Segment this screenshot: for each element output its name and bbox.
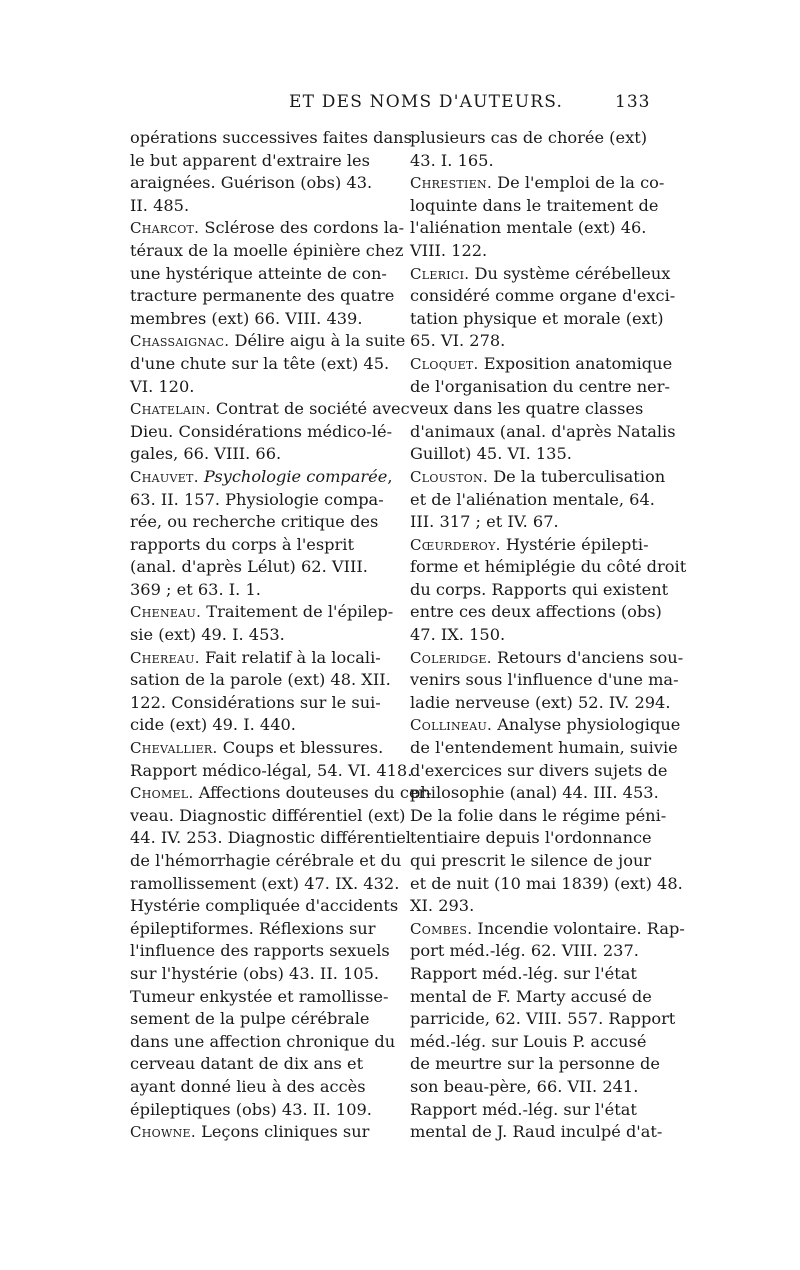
entry-text: sur l'hystérie (obs) 43. II. 105. (130, 963, 380, 983)
index-line (410, 127, 680, 150)
right-column (410, 127, 687, 1144)
index-line (410, 172, 680, 195)
index-line (130, 489, 392, 512)
index-line (130, 1053, 392, 1076)
entry-text: ayant donné lieu à des accès (130, 1076, 366, 1096)
index-line (410, 285, 680, 308)
entry-text: 44. IV. 253. Diagnostic différentiel (130, 828, 411, 848)
index-line (130, 850, 402, 873)
entry-text: cerveau datant de dix ans et (130, 1054, 364, 1074)
entry-text: opérations successives faites dans (130, 128, 412, 147)
index-line (130, 895, 399, 918)
index-line (130, 353, 392, 376)
index-line (130, 827, 411, 850)
entry-text: tentiaire depuis l'ordonnance (410, 828, 652, 848)
index-line (410, 624, 680, 647)
entry-text: (anal. d'après Lélut) 62. VIII. (130, 557, 368, 577)
entry-text: Hystérie épilepti- (500, 534, 649, 554)
entry-text: sement de la pulpe cérébrale (130, 1009, 370, 1029)
index-line (130, 217, 405, 240)
entry-text: tation physique et morale (ext) (410, 308, 664, 328)
entry-text: araignées. Guérison (obs) 43. (130, 173, 373, 193)
index-line (130, 263, 392, 286)
entry-text: de l'entendement humain, suivie (410, 738, 678, 758)
index-line (410, 376, 680, 399)
author-name: Clerici. (410, 264, 470, 283)
index-line (410, 240, 680, 263)
entry-text: de l'hémorrhagie cérébrale et du (130, 851, 402, 870)
entry-text: rapports du corps à l'esprit (130, 534, 354, 554)
index-line (130, 963, 392, 986)
entry-text: Incendie volontaire. Rap- (472, 918, 685, 938)
index-line (130, 986, 392, 1009)
entry-text: De la tuberculisation (488, 466, 666, 486)
entry-text: qui prescrit le silence de jour (410, 851, 652, 870)
entry-text: Tumeur enkystée et ramollisse- (130, 986, 389, 1006)
index-line (130, 1099, 392, 1122)
italic-title: Psychologie comparée (203, 466, 388, 486)
entry-text: l'aliénation mentale (ext) 46. (410, 218, 647, 238)
author-name: Chereau. (130, 648, 200, 667)
entry-text: 65. VI. 278. (410, 331, 506, 351)
entry-text: VIII. 122. (410, 240, 488, 260)
index-line (130, 714, 392, 737)
index-line (410, 669, 680, 692)
index-line (130, 421, 392, 444)
entry-text: VI. 120. (130, 376, 195, 396)
index-line (130, 579, 392, 602)
index-line (410, 940, 680, 963)
entry-text: Coups et blessures. (217, 738, 384, 758)
entry-text: sie (ext) 49. I. 453. (130, 625, 285, 645)
index-line (130, 692, 392, 715)
index-line (130, 624, 392, 647)
entry-text: venirs sous l'influence d'une ma- (410, 670, 679, 690)
index-line (130, 737, 392, 760)
entry-text: Guillot) 45. VI. 135. (410, 444, 572, 464)
entry-text: téraux de la moelle épinière chez (130, 240, 404, 260)
entry-text: le but apparent d'extraire les (130, 150, 370, 170)
index-line (130, 669, 392, 692)
entry-text: ramollissement (ext) 47. IX. 432. (130, 873, 400, 893)
entry-text: loquinte dans le traitement de (410, 195, 659, 215)
index-line (130, 918, 392, 941)
entry-text: 43. I. 165. (410, 150, 494, 170)
index-line (130, 398, 410, 421)
index-line (410, 827, 680, 850)
entry-text: d'une chute sur la tête (ext) 45. (130, 353, 390, 373)
entry-text: De la folie dans le régime péni- (410, 805, 667, 825)
entry-text: II. 485. (130, 195, 190, 215)
index-line (410, 398, 680, 421)
entry-text: Affections douteuses du cer- (193, 783, 432, 803)
index-line (410, 601, 680, 624)
index-line (410, 918, 685, 941)
index-line (410, 963, 680, 986)
index-line (410, 692, 680, 715)
entry-text: philosophie (anal) 44. III. 453. (410, 783, 659, 803)
author-name: Chatelain. (130, 400, 211, 419)
entry-text: mental de J. Raud inculpé d'at- (410, 1122, 663, 1142)
index-line (410, 782, 680, 805)
index-line (130, 534, 392, 557)
author-name: Clouston. (410, 467, 489, 486)
entry-text: 47. IX. 150. (410, 625, 506, 645)
index-line (130, 127, 412, 150)
index-line (410, 579, 680, 602)
index-line (410, 1099, 680, 1122)
index-line (130, 466, 392, 489)
author-name: Chomel. (130, 784, 194, 803)
left-column (130, 127, 432, 1144)
entry-text: Contrat de société avec (210, 399, 410, 419)
index-line (410, 1076, 680, 1099)
entry-text: son beau-père, 66. VII. 241. (410, 1076, 639, 1096)
index-line (410, 737, 680, 760)
index-line (410, 1121, 680, 1144)
entry-text: XI. 293. (410, 896, 475, 916)
entry-text: , (387, 466, 393, 486)
entry-text: 369 ; et 63. I. 1. (130, 579, 261, 599)
author-name: Collineau. (410, 716, 493, 735)
entry-text: Leçons cliniques sur (195, 1122, 370, 1142)
index-line (410, 1053, 680, 1076)
entry-text: Dieu. Considérations médico-lé- (130, 421, 393, 441)
entry-text: Délire aigu à la suite (229, 331, 406, 351)
entry-text: entre ces deux affections (obs) (410, 602, 662, 622)
entry-text: Fait relatif à la locali- (199, 647, 381, 667)
page-number: 133 (615, 92, 651, 112)
entry-text: port méd.-lég. 62. VIII. 237. (410, 941, 639, 961)
index-line (410, 986, 680, 1009)
author-name: Cloquet. (410, 354, 479, 373)
author-name: Combes. (410, 919, 473, 938)
entry-text: 63. II. 157. Physiologie compa- (130, 489, 384, 509)
entry-text: épileptiformes. Réflexions sur (130, 918, 376, 938)
entry-text: Rapport méd.-lég. sur l'état (410, 963, 637, 983)
entry-text: Traitement de l'épilep- (201, 602, 394, 622)
entry-text: une hystérique atteinte de con- (130, 263, 387, 283)
index-line (410, 421, 680, 444)
entry-text: mental de F. Marty accusé de (410, 986, 652, 1006)
index-line (410, 150, 680, 173)
index-line (410, 511, 680, 534)
index-line (410, 850, 680, 873)
entry-text: de meurtre sur la personne de (410, 1054, 660, 1074)
entry-text: du corps. Rapports qui existent (410, 579, 669, 599)
index-line (130, 782, 432, 805)
entry-text: III. 317 ; et IV. 67. (410, 512, 559, 532)
entry-text: Retours d'anciens sou- (491, 647, 684, 667)
index-line (410, 330, 680, 353)
entry-text: parricide, 62. VIII. 557. Rapport (410, 1009, 676, 1029)
index-line (410, 489, 680, 512)
index-line (130, 376, 392, 399)
index-line (130, 760, 413, 783)
index-line (130, 330, 406, 353)
entry-text: cide (ext) 49. I. 440. (130, 715, 296, 735)
index-line (130, 1121, 392, 1144)
entry-text: d'exercices sur divers sujets de (410, 760, 668, 780)
entry-text: ladie nerveuse (ext) 52. IV. 294. (410, 692, 671, 712)
index-line (130, 805, 406, 828)
entry-text: Rapport médico-légal, 54. VI. 418. (130, 760, 413, 780)
entry-text: l'influence des rapports sexuels (130, 941, 390, 961)
entry-text: considéré comme organe d'exci- (410, 286, 676, 306)
entry-text: Rapport méd.-lég. sur l'état (410, 1099, 637, 1119)
index-line (130, 195, 392, 218)
entry-text: 122. Considérations sur le sui- (130, 692, 381, 712)
running-header: ET DES NOMS D'AUTEURS. (289, 92, 564, 112)
index-line (410, 263, 680, 286)
index-line (130, 240, 404, 263)
index-line (130, 172, 392, 195)
index-line (130, 647, 392, 670)
entry-text: épileptiques (obs) 43. II. 109. (130, 1099, 372, 1119)
index-line (130, 556, 392, 579)
index-line (130, 873, 400, 896)
index-line (410, 195, 680, 218)
entry-text: plusieurs cas de chorée (ext) (410, 128, 648, 147)
index-line (410, 805, 680, 828)
index-line (130, 940, 392, 963)
author-name: Coleridge. (410, 648, 492, 667)
entry-text: et de nuit (10 mai 1839) (ext) 48. (410, 873, 683, 893)
entry-text: méd.-lég. sur Louis P. accusé (410, 1031, 647, 1051)
index-line (410, 895, 680, 918)
entry-text: veau. Diagnostic différentiel (ext) (130, 805, 406, 825)
index-line (410, 353, 680, 376)
author-name: Cœurderoy. (410, 535, 501, 554)
index-line (410, 1008, 680, 1031)
author-name: Charcot. (130, 219, 200, 238)
index-line (130, 1008, 392, 1031)
author-name: Chauvet. (130, 467, 199, 486)
index-line (130, 511, 392, 534)
entry-text: d'animaux (anal. d'après Natalis (410, 421, 676, 441)
entry-text: gales, 66. VIII. 66. (130, 444, 282, 464)
index-line (130, 443, 392, 466)
entry-text: et de l'aliénation mentale, 64. (410, 489, 655, 509)
index-line (410, 873, 683, 896)
author-name: Chrestien. (410, 174, 493, 193)
entry-text: Du système cérébelleux (469, 263, 671, 283)
index-line (130, 285, 395, 308)
entry-text: dans une affection chronique du (130, 1031, 396, 1051)
index-line (410, 714, 680, 737)
index-line (410, 443, 680, 466)
author-name: Chowne. (130, 1123, 196, 1142)
entry-text: Analyse physiologique (492, 715, 681, 735)
index-line (410, 647, 684, 670)
author-name: Cheneau. (130, 603, 202, 622)
entry-text: de l'organisation du centre ner- (410, 376, 670, 396)
index-line (130, 1076, 392, 1099)
entry-text: membres (ext) 66. VIII. 439. (130, 308, 363, 328)
index-line (410, 466, 680, 489)
author-name: Chevallier. (130, 739, 218, 758)
entry-text: sation de la parole (ext) 48. XII. (130, 670, 391, 690)
index-line (410, 217, 680, 240)
entry-text: Exposition anatomique (478, 353, 673, 373)
index-line (410, 1031, 680, 1054)
index-line (410, 556, 687, 579)
index-line (130, 150, 392, 173)
entry-text: De l'emploi de la co- (492, 173, 665, 193)
index-line (130, 308, 392, 331)
entry-text: tracture permanente des quatre (130, 286, 395, 306)
index-line (130, 1031, 396, 1054)
entry-text: Sclérose des cordons la- (199, 218, 405, 238)
index-line (130, 601, 392, 624)
index-line (410, 534, 680, 557)
entry-text: forme et hémiplégie du côté droit (410, 557, 687, 577)
index-line (410, 760, 680, 783)
author-name: Chassaignac. (130, 332, 230, 351)
entry-text: Hystérie compliquée d'accidents (130, 896, 399, 916)
entry-text: veux dans les quatre classes (410, 399, 644, 419)
entry-text: rée, ou recherche critique des (130, 512, 379, 532)
index-line (410, 308, 680, 331)
